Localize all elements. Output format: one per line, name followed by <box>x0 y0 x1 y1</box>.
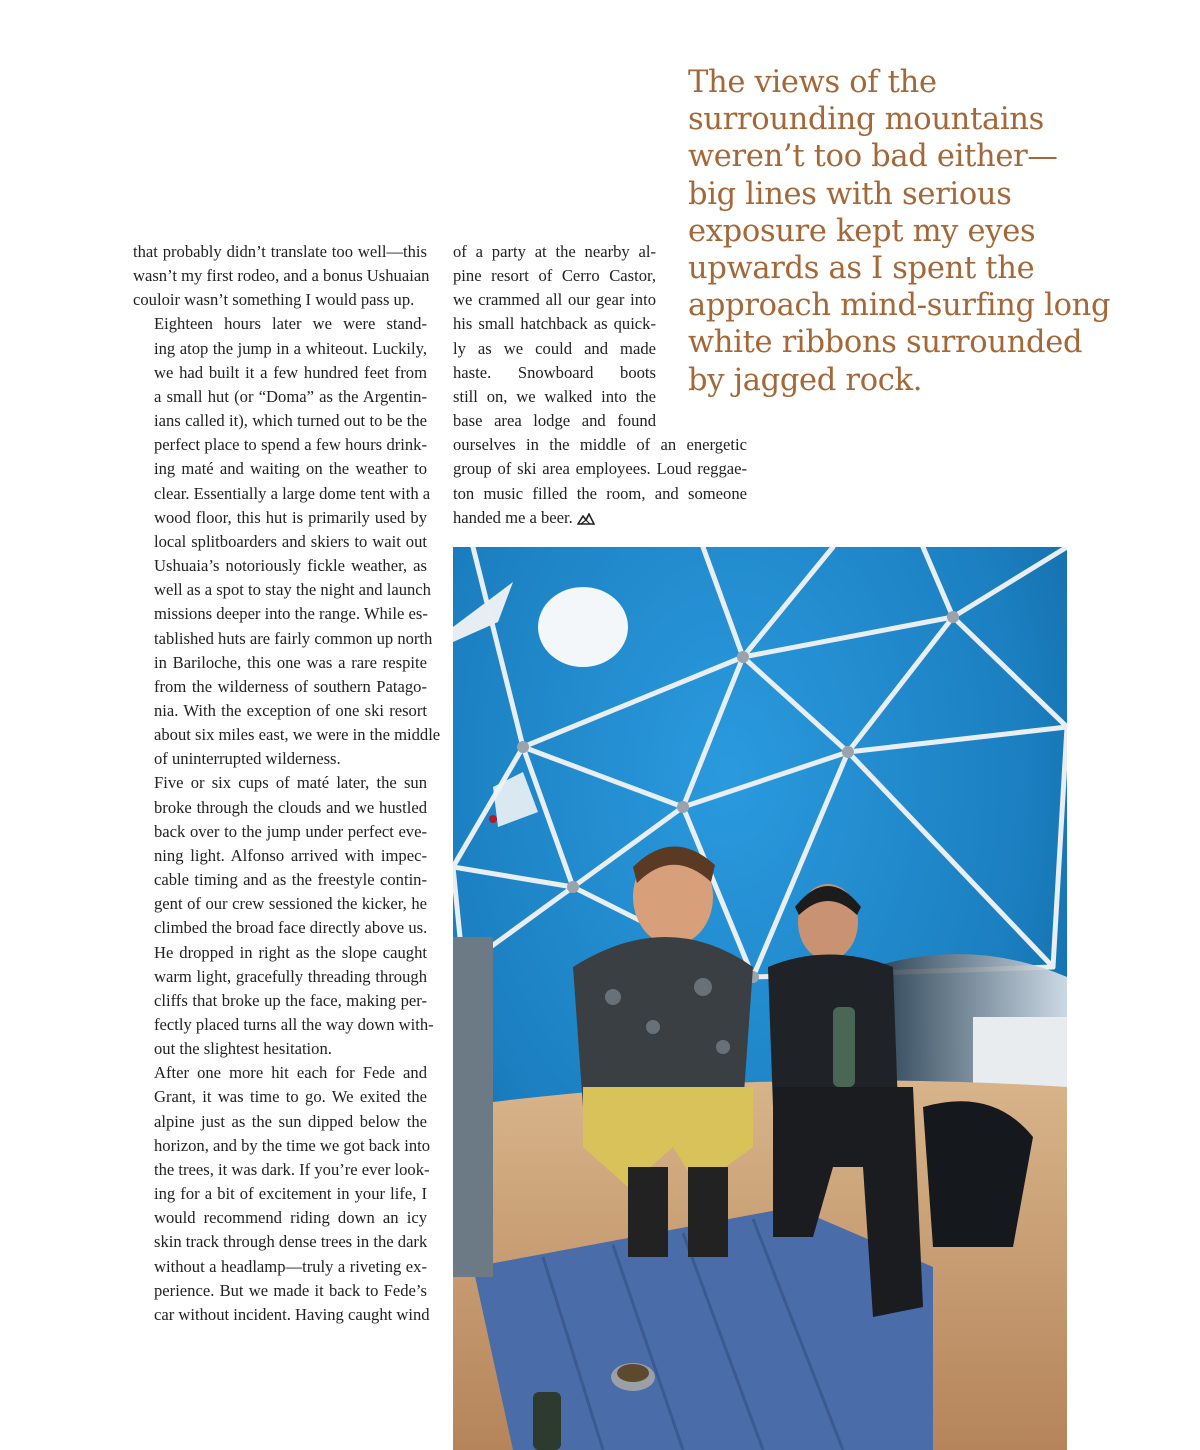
text-line: in Bariloche, this one was a rare respite <box>154 652 427 672</box>
text-line: ton music filled the room, and someone <box>453 483 747 503</box>
body-column-2 <box>453 240 747 530</box>
text-line: nia. With the exception of one ski resort <box>154 700 427 720</box>
text-line: handed me a beer. <box>453 506 747 530</box>
text-line: cliffs that broke up the face, making per- <box>154 990 427 1010</box>
text-line: ly as we could and made <box>453 338 656 358</box>
text-line: ians called it), which turned out to be the <box>154 411 427 431</box>
pull-quote-line: surrounding mountains <box>688 102 1045 138</box>
text-line: ing maté and waiting on the weather to <box>154 459 427 479</box>
dome-interior-illustration <box>453 547 1067 1450</box>
text-line: perfect place to spend a few hours drink- <box>154 435 427 455</box>
body-paragraph <box>133 1061 431 1327</box>
text-line: haste. Snowboard boots <box>453 362 656 382</box>
text-line: of uninterrupted wilderness. <box>154 749 341 769</box>
text-line: horizon, and by the time we got back into <box>154 1135 431 1155</box>
text-line: missions deeper into the range. While es- <box>154 604 428 624</box>
text-line: fectly placed turns all the way down with- <box>154 1015 434 1034</box>
text-line: without a headlamp—truly a riveting ex- <box>154 1256 427 1276</box>
text-line: Grant, it was time to go. We exited the <box>154 1087 427 1107</box>
text-line: base area lodge and found <box>453 411 656 431</box>
text-line: back over to the jump under perfect eve- <box>154 821 427 841</box>
text-line: still on, we walked into the <box>453 386 656 406</box>
text-line: perience. But we made it back to Fede’s <box>154 1280 427 1300</box>
text-line: group of ski area employees. Loud reggae- <box>453 459 747 479</box>
text-line: that probably didn’t translate too well—this <box>133 242 427 261</box>
text-line: He dropped in right as the slope caught <box>154 942 427 962</box>
text-line: from the wilderness of southern Patago- <box>154 676 427 696</box>
text-line: skin track through dense trees in the dark <box>154 1232 428 1252</box>
text-line: ning light. Alfonso arrived with impec- <box>154 845 427 865</box>
pull-quote-line: weren’t too bad either— <box>688 139 1058 175</box>
text-line: couloir wasn’t something I would pass up. <box>133 290 415 310</box>
text-line: warm light, gracefully threading through <box>154 966 427 986</box>
text-line: car without incident. Having caught wind <box>154 1304 430 1324</box>
pull-quote <box>688 64 1111 399</box>
body-paragraph <box>133 312 441 771</box>
text-line: broke through the clouds and we hustled <box>154 797 427 817</box>
column-2-narrow-block <box>453 240 656 433</box>
text-line: clear. Essentially a large dome tent with a <box>154 483 431 503</box>
text-line: gent of our crew sessioned the kicker, he <box>154 894 427 914</box>
pull-quote-line: by jagged rock. <box>688 362 923 398</box>
text-line: Five or six cups of maté later, the sun <box>154 773 427 793</box>
text-line: cable timing and as the freestyle contin- <box>154 870 427 890</box>
text-line: a small hut (or “Doma” as the Argentin- <box>154 386 427 406</box>
text-line: his small hatchback as quick- <box>453 314 656 334</box>
text-line: of a party at the nearby al- <box>453 242 656 261</box>
text-line: ing for a bit of excitement in your life, I <box>154 1184 427 1204</box>
column-2-wide-block <box>453 433 747 530</box>
pull-quote-line: big lines with serious <box>688 176 1012 212</box>
text-line: pine resort of Cerro Castor, <box>453 266 656 286</box>
text-line: out the slightest hesitation. <box>154 1039 332 1059</box>
text-line: wood floor, this hut is primarily used by <box>154 507 427 527</box>
text-line: we had built it a few hundred feet from <box>154 362 427 382</box>
text-line: we crammed all our gear into <box>453 290 656 310</box>
text-line: local splitboarders and skiers to wait out <box>154 531 427 551</box>
text-line: wasn’t my first rodeo, and a bonus Ushuaian <box>133 266 430 286</box>
text-line: the trees, it was dark. If you’re ever look- <box>154 1159 430 1179</box>
dome-hut-photo <box>453 547 1067 1450</box>
text-line: about six miles east, we were in the middle <box>154 725 441 745</box>
text-line: tablished huts are fairly common up north <box>154 628 433 648</box>
pull-quote-line: upwards as I spent the <box>688 251 1035 287</box>
pull-quote-line: The views of the <box>688 65 937 100</box>
pull-quote-line: exposure kept my eyes <box>688 213 1036 249</box>
body-paragraph <box>133 771 434 1061</box>
pull-quote-line: approach mind-surfing long <box>688 288 1111 324</box>
text-line: well as a spot to stay the night and launch <box>154 580 431 600</box>
text-line: After one more hit each for Fede and <box>154 1063 427 1083</box>
text-line: alpine just as the sun dipped below the <box>154 1111 427 1131</box>
mountain-end-mark-icon <box>577 513 595 525</box>
text-line: ourselves in the middle of an energetic <box>453 435 747 455</box>
text-line: climbed the broad face directly above us. <box>154 918 428 938</box>
body-column-1 <box>133 240 441 1327</box>
pull-quote-line: white ribbons surrounded <box>688 325 1083 361</box>
text-line: ing atop the jump in a whiteout. Luckily, <box>154 338 427 358</box>
text-line: Ushuaia’s notoriously fickle weather, as <box>154 556 427 576</box>
text-line: Eighteen hours later we were stand- <box>154 314 427 334</box>
body-paragraph <box>133 240 430 312</box>
text-line: would recommend riding down an icy <box>154 1208 427 1228</box>
